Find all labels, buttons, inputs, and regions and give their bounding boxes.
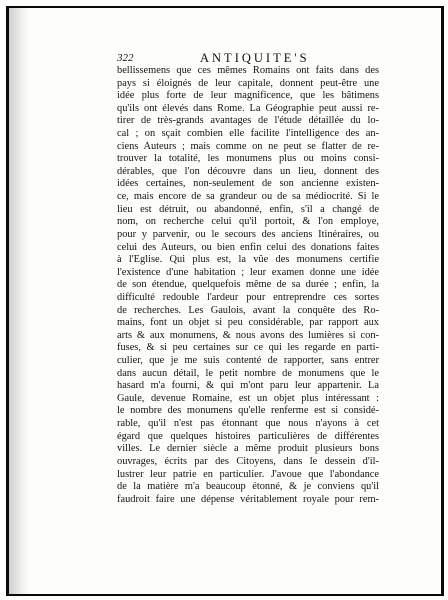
text-line: de la matière m'a beaucoup étonné, & je conviens qu'il	[117, 481, 379, 493]
text-line: à l'Eglise. Qui plus est, la vûe des monumens certifie	[117, 254, 379, 266]
text-line: arts & aux monumens, & nous avons des lumières si con-	[117, 329, 379, 341]
text-line: hasard m'a fourni, & qui m'ont paru leur appartenir. La	[117, 380, 379, 392]
text-line: idées certaines, non-seulement de son ancienne existen-	[117, 178, 379, 190]
text-line: difficulté redouble l'ardeur pour entreprendre ces sortes	[117, 291, 379, 303]
text-line: ouvrages, écrits par des Citoyens, dans le dessein d'il-	[117, 455, 379, 467]
text-line: ce, mais encore de sa grandeur ou de sa médiocrité. Si le	[117, 191, 379, 203]
page-header	[117, 52, 379, 66]
text-line: fuses, & si peu certaines sur ce qui les regarde en parti-	[117, 342, 379, 354]
text-line: lustrer leur patrie en particulier. J'avoue que l'abondance	[117, 468, 379, 480]
text-line: l'existence d'une habitation ; leur examen donne une idée	[117, 266, 379, 278]
text-line: faudroit faire une dépense véritablement royale pour rem-	[117, 493, 379, 505]
text-line: rable, qu'il n'est pas étonnant que nous n'ayons à cet	[117, 418, 379, 430]
running-title: ANTIQUITE'S	[200, 51, 310, 65]
text-line: Gaule, devenue Romaine, est un objet plus intéressant :	[117, 392, 379, 404]
text-line: qu'ils ont élevés dans Rome. La Géographie peut aussi re-	[117, 102, 379, 114]
text-line: de son étendue, quelquefois même de sa durée ; enfin, la	[117, 279, 379, 291]
text-line: ciens Auteurs ; mais comme on ne peut se flatter de re-	[117, 140, 379, 152]
body-text	[117, 65, 379, 506]
text-line: trouver la totalité, les monumens plus ou moins consi-	[117, 153, 379, 165]
text-line: nom, on recherche celui qu'il portoit, & l'on employe,	[117, 216, 379, 228]
text-line: égard que quelques histoires particulières de différentes	[117, 430, 379, 442]
text-line: tirer de très-grands avantages de l'étude détaillée du lo-	[117, 115, 379, 127]
text-line: bellissemens que ces mêmes Romains ont faits dans des	[117, 65, 379, 76]
scan-border-top	[6, 6, 444, 8]
scan-border-right	[441, 6, 444, 596]
text-line: pays si éloignés de leur capitale, donnent peut-être une	[117, 77, 379, 89]
text-line: villes. Le dernier siècle a même produit plusieurs bons	[117, 443, 379, 455]
text-line: idée plus forte de leur magnificence, que les bâtimens	[117, 90, 379, 102]
text-line: de recherches. Les Gaulois, avant la conquête des Ro-	[117, 304, 379, 316]
text-line: le nombre des monumens qu'elle renferme est si considé-	[117, 405, 379, 417]
text-line: mains, font un objet si peu considérable, par rapport aux	[117, 317, 379, 329]
text-line: culier, que je me suis contenté de rapporter, sans entrer	[117, 355, 379, 367]
scan-border-bottom	[6, 594, 444, 596]
text-line: celui des Auteurs, ou bien enfin celui des donations faites	[117, 241, 379, 253]
binding-shadow	[9, 8, 29, 594]
page-number: 322	[117, 52, 134, 64]
text-line: pour y parvenir, ou le secours des anciens Itinéraires, ou	[117, 228, 379, 240]
text-line: dérables, que l'on découvre dans un lieu, donnent des	[117, 165, 379, 177]
text-line: cal ; on sçait combien elle facilite l'intelligence des an-	[117, 128, 379, 140]
scan-border-left	[6, 6, 9, 596]
text-line: lieu est détruit, ou abandonné, enfin, s'il a changé de	[117, 203, 379, 215]
text-line: dans aucun détail, le petit nombre de monumens que le	[117, 367, 379, 379]
